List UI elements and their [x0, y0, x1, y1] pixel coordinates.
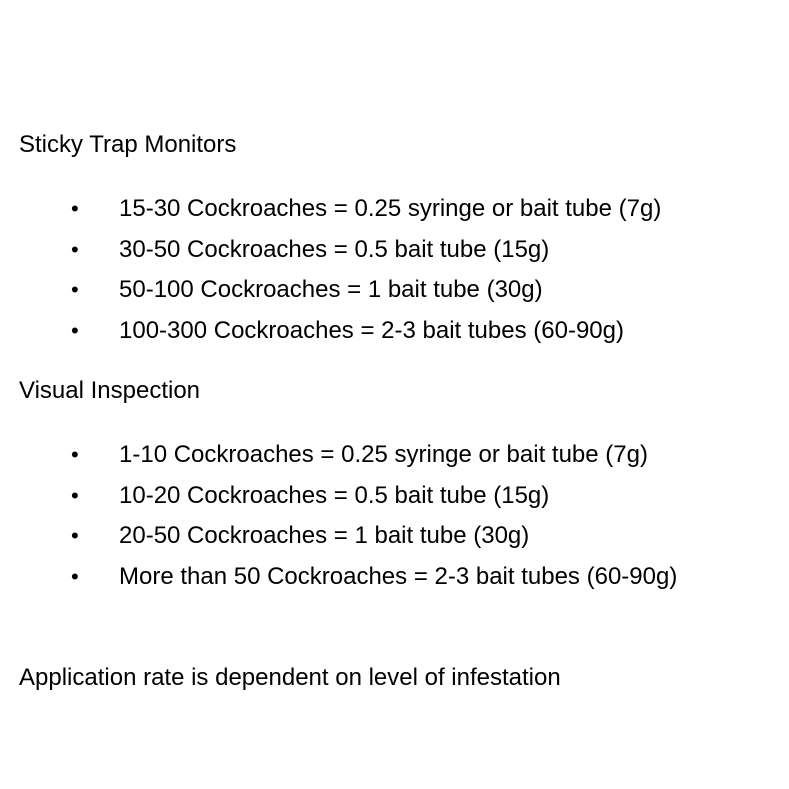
bullet-icon: • [71, 563, 79, 589]
visual-inspection-rate-list [0, 440, 789, 602]
list-item [0, 562, 789, 603]
list-item-text: More than 50 Cockroaches = 2-3 bait tubes (60-90g) [119, 562, 678, 590]
bullet-icon: • [71, 317, 79, 343]
section-heading-sticky-trap-monitors: Sticky Trap Monitors [19, 131, 237, 158]
list-item-text: 15-30 Cockroaches = 0.25 syringe or bait tube (7g) [119, 195, 662, 222]
list-item-text: 100-300 Cockroaches = 2-3 bait tubes (60-90g) [119, 316, 624, 344]
list-item-text: 10-20 Cockroaches = 0.5 bait tube (15g) [119, 481, 550, 509]
application-rate-note: Application rate is dependent on level of infestation [19, 664, 561, 691]
list-item [0, 481, 789, 522]
list-item [0, 316, 789, 357]
bullet-icon: • [71, 523, 79, 548]
bullet-icon: • [71, 236, 79, 262]
list-item [0, 440, 789, 481]
bullet-icon: • [71, 442, 79, 467]
section-heading-visual-inspection: Visual Inspection [19, 377, 201, 404]
list-item [0, 194, 789, 235]
bullet-icon: • [71, 196, 79, 221]
list-item-text: 30-50 Cockroaches = 0.5 bait tube (15g) [119, 235, 550, 263]
bullet-icon: • [71, 277, 79, 302]
list-item [0, 521, 789, 562]
sticky-trap-rate-list [0, 194, 789, 356]
list-item-text: 20-50 Cockroaches = 1 bait tube (30g) [119, 522, 530, 549]
list-item [0, 275, 789, 316]
list-item-text: 1-10 Cockroaches = 0.25 syringe or bait tube (7g) [119, 441, 648, 468]
list-item [0, 235, 789, 276]
list-item-text: 50-100 Cockroaches = 1 bait tube (30g) [119, 276, 543, 303]
bullet-icon: • [71, 482, 79, 508]
